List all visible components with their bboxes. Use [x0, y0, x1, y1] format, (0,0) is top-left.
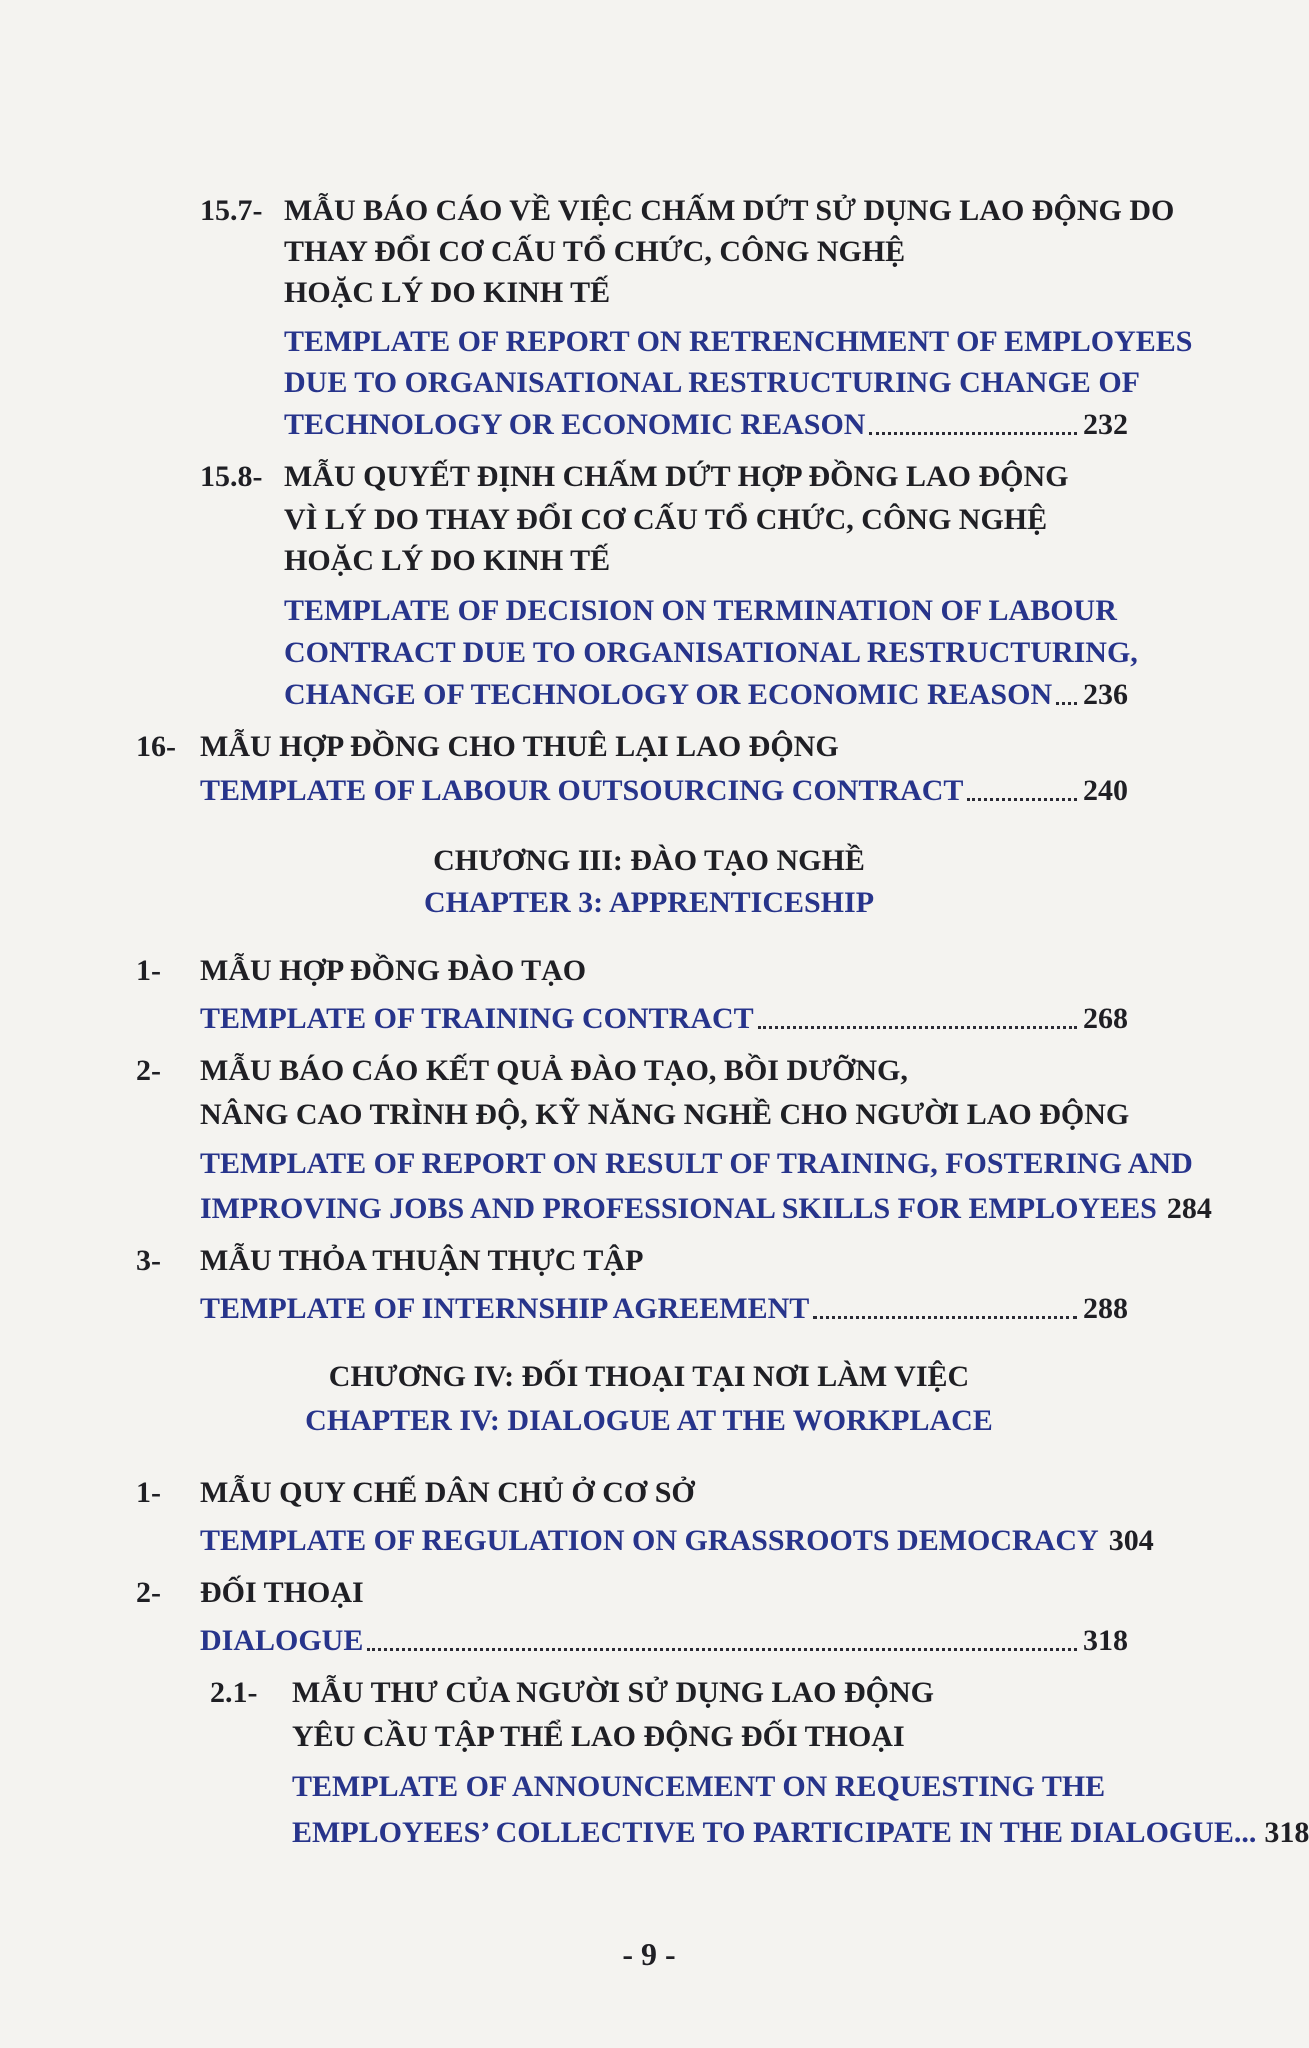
dot-leader — [813, 1316, 1077, 1319]
entry-title-vi: MẪU HỢP ĐỒNG CHO THUÊ LẠI LAO ĐỘNG — [200, 730, 839, 763]
chapter-heading-vi: CHƯƠNG IV: ĐỐI THOẠI TẠI NƠI LÀM VIỆC — [328, 1360, 970, 1393]
page-ref: 284 — [1166, 1192, 1212, 1225]
toc-entry-link[interactable] — [200, 1190, 1212, 1228]
entry-title-vi: MẪU QUYẾT ĐỊNH CHẤM DỨT HỢP ĐỒNG LAO ĐỘNG — [284, 460, 1069, 493]
entry-title-vi: HOẶC LÝ DO KINH TẾ — [284, 276, 611, 309]
entry-title-vi: MẪU BÁO CÁO VỀ VIỆC CHẤM DỨT SỬ DỤNG LAO ĐỘNG DO — [284, 194, 1175, 227]
toc-entry-link[interactable] — [284, 406, 1128, 444]
entry-title-en: TEMPLATE OF REPORT ON RESULT OF TRAINING, FOSTERING AND — [200, 1147, 1193, 1180]
page-ref: 318 — [1264, 1816, 1309, 1849]
entry-title-en: EMPLOYEES’ COLLECTIVE TO PARTICIPATE IN THE DIALOGUE... — [292, 1816, 1257, 1849]
dot-leader — [758, 1026, 1077, 1029]
page-number: - 9 - — [622, 1936, 676, 1972]
entry-title-en: TEMPLATE OF REPORT ON RETRENCHMENT OF EMPLOYEES — [284, 325, 1193, 358]
entry-title-vi: HOẶC LÝ DO KINH TẾ — [284, 544, 611, 577]
entry-title-en: DIALOGUE — [200, 1624, 364, 1657]
entry-title-vi: ĐỐI THOẠI — [200, 1576, 364, 1609]
entry-title-vi: MẪU THƯ CỦA NGƯỜI SỬ DỤNG LAO ĐỘNG — [292, 1676, 934, 1709]
entry-title-vi: THAY ĐỔI CƠ CẤU TỔ CHỨC, CÔNG NGHỆ — [284, 235, 906, 268]
chapter-heading-vi: CHƯƠNG III: ĐÀO TẠO NGHỀ — [433, 844, 865, 877]
entry-number: 2- — [136, 1576, 161, 1609]
chapter-heading-en: CHAPTER IV: DIALOGUE AT THE WORKPLACE — [305, 1404, 993, 1437]
entry-number: 15.7- — [200, 194, 263, 227]
page-ref: 236 — [1083, 678, 1128, 711]
entry-number: 2.1- — [210, 1676, 258, 1709]
entry-number: 15.8- — [200, 460, 263, 493]
entry-title-en: TEMPLATE OF DECISION ON TERMINATION OF LABOUR — [284, 594, 1117, 627]
entry-title-vi: NÂNG CAO TRÌNH ĐỘ, KỸ NĂNG NGHỀ CHO NGƯỜI LAO ĐỘNG — [200, 1098, 1130, 1131]
page-ref: 268 — [1083, 1002, 1128, 1035]
entry-title-en: TECHNOLOGY OR ECONOMIC REASON — [284, 408, 866, 441]
entry-number: 3- — [136, 1244, 161, 1277]
entry-title-vi: MẪU BÁO CÁO KẾT QUẢ ĐÀO TẠO, BỒI DƯỠNG, — [200, 1054, 908, 1087]
entry-number: 1- — [136, 954, 161, 987]
toc-entry-link[interactable] — [200, 1522, 1154, 1560]
entry-title-en: TEMPLATE OF LABOUR OUTSOURCING CONTRACT — [200, 774, 964, 807]
toc-entry-link[interactable] — [200, 1000, 1128, 1038]
entry-title-en: TEMPLATE OF INTERNSHIP AGREEMENT — [200, 1292, 810, 1325]
entry-title-en: TEMPLATE OF ANNOUNCEMENT ON REQUESTING THE — [292, 1770, 1106, 1803]
toc-entry-link[interactable] — [200, 1622, 1128, 1660]
entry-title-en: DUE TO ORGANISATIONAL RESTRUCTURING CHANGE OF — [284, 366, 1140, 399]
entry-title-en: TEMPLATE OF TRAINING CONTRACT — [200, 1002, 754, 1035]
entry-number: 2- — [136, 1054, 161, 1087]
toc-entry-link[interactable] — [284, 676, 1128, 714]
page-ref: 240 — [1083, 774, 1128, 807]
entry-title-vi: VÌ LÝ DO THAY ĐỔI CƠ CẤU TỔ CHỨC, CÔNG NGHỆ — [284, 503, 1048, 536]
entry-title-vi: MẪU HỢP ĐỒNG ĐÀO TẠO — [200, 954, 587, 987]
page-ref: 232 — [1083, 408, 1128, 441]
page-ref: 288 — [1083, 1292, 1128, 1325]
page-ref: 304 — [1108, 1524, 1154, 1557]
entry-title-en: TEMPLATE OF REGULATION ON GRASSROOTS DEMOCRACY — [200, 1524, 1099, 1557]
entry-title-vi: YÊU CẦU TẬP THỂ LAO ĐỘNG ĐỐI THOẠI — [292, 1720, 905, 1753]
entry-title-vi: MẪU THỎA THUẬN THỰC TẬP — [200, 1244, 644, 1277]
dot-leader — [869, 432, 1077, 435]
entry-title-en: CHANGE OF TECHNOLOGY OR ECONOMIC REASON — [284, 678, 1053, 711]
dot-leader — [367, 1648, 1077, 1651]
dot-leader — [1056, 702, 1077, 705]
entry-number: 1- — [136, 1476, 161, 1509]
dot-leader — [967, 798, 1077, 801]
entry-title-en: IMPROVING JOBS AND PROFESSIONAL SKILLS FOR EMPLOYEES — [200, 1192, 1157, 1225]
page-ref: 318 — [1083, 1624, 1128, 1657]
toc-entry-link[interactable] — [200, 772, 1128, 810]
entry-number: 16- — [136, 730, 176, 763]
entry-title-en: CONTRACT DUE TO ORGANISATIONAL RESTRUCTURING, — [284, 636, 1138, 669]
chapter-heading-en: CHAPTER 3: APPRENTICESHIP — [423, 886, 875, 919]
toc-entry-link[interactable] — [200, 1290, 1128, 1328]
entry-title-vi: MẪU QUY CHẾ DÂN CHỦ Ở CƠ SỞ — [200, 1476, 695, 1509]
toc-entry-link[interactable] — [292, 1814, 1309, 1852]
